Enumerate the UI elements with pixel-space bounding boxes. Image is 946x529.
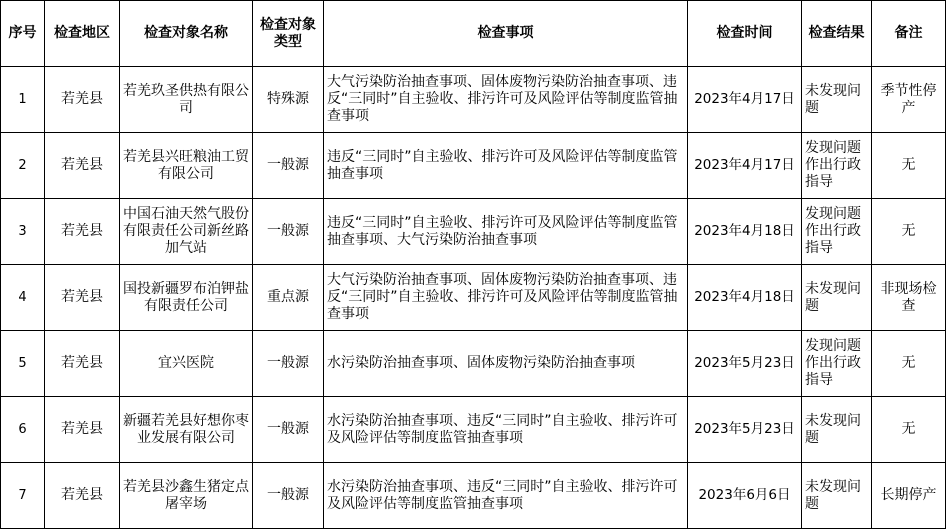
cell-items: 大气污染防治抽查事项、固体废物污染防治抽查事项、违反“三同时”自主验收、排污许可及风险评估等制度监管抽查事项 bbox=[324, 265, 688, 331]
cell-result: 未发现问题 bbox=[802, 463, 872, 529]
cell-note: 非现场检查 bbox=[872, 265, 946, 331]
header-result: 检查结果 bbox=[802, 1, 872, 67]
cell-name: 中国石油天然气股份有限责任公司新丝路加气站 bbox=[120, 199, 253, 265]
table-row bbox=[1, 331, 946, 397]
cell-area: 若羌县 bbox=[45, 397, 120, 463]
cell-name: 若羌县兴旺粮油工贸有限公司 bbox=[120, 133, 253, 199]
cell-time: 2023年4月17日 bbox=[688, 67, 802, 133]
header-area: 检查地区 bbox=[45, 1, 120, 67]
header-time: 检查时间 bbox=[688, 1, 802, 67]
cell-index: 3 bbox=[1, 199, 45, 265]
cell-area: 若羌县 bbox=[45, 199, 120, 265]
cell-time: 2023年5月23日 bbox=[688, 331, 802, 397]
table-row bbox=[1, 133, 946, 199]
cell-note: 无 bbox=[872, 199, 946, 265]
cell-index: 4 bbox=[1, 265, 45, 331]
cell-items: 违反“三同时”自主验收、排污许可及风险评估等制度监管抽查事项 bbox=[324, 133, 688, 199]
cell-time: 2023年4月18日 bbox=[688, 199, 802, 265]
table-row bbox=[1, 397, 946, 463]
cell-items: 水污染防治抽查事项、违反“三同时”自主验收、排污许可及风险评估等制度监管抽查事项 bbox=[324, 463, 688, 529]
cell-note: 季节性停产 bbox=[872, 67, 946, 133]
cell-index: 1 bbox=[1, 67, 45, 133]
cell-result: 发现问题作出行政指导 bbox=[802, 199, 872, 265]
cell-type: 一般源 bbox=[253, 397, 324, 463]
cell-result: 未发现问题 bbox=[802, 265, 872, 331]
cell-area: 若羌县 bbox=[45, 67, 120, 133]
cell-time: 2023年4月17日 bbox=[688, 133, 802, 199]
cell-note: 无 bbox=[872, 397, 946, 463]
cell-area: 若羌县 bbox=[45, 331, 120, 397]
cell-name: 若羌玖圣供热有限公司 bbox=[120, 67, 253, 133]
header-type: 检查对象类型 bbox=[253, 1, 324, 67]
table-row bbox=[1, 463, 946, 529]
cell-note: 长期停产 bbox=[872, 463, 946, 529]
cell-result: 未发现问题 bbox=[802, 397, 872, 463]
cell-type: 一般源 bbox=[253, 133, 324, 199]
cell-note: 无 bbox=[872, 331, 946, 397]
cell-note: 无 bbox=[872, 133, 946, 199]
cell-area: 若羌县 bbox=[45, 463, 120, 529]
header-items: 检查事项 bbox=[324, 1, 688, 67]
cell-index: 5 bbox=[1, 331, 45, 397]
cell-index: 6 bbox=[1, 397, 45, 463]
header-row bbox=[1, 1, 946, 67]
cell-items: 水污染防治抽查事项、违反“三同时”自主验收、排污许可及风险评估等制度监管抽查事项 bbox=[324, 397, 688, 463]
cell-result: 未发现问题 bbox=[802, 67, 872, 133]
cell-type: 一般源 bbox=[253, 331, 324, 397]
cell-result: 发现问题作出行政指导 bbox=[802, 331, 872, 397]
cell-items: 违反“三同时”自主验收、排污许可及风险评估等制度监管抽查事项、大气污染防治抽查事项 bbox=[324, 199, 688, 265]
cell-name: 新疆若羌县好想你枣业发展有限公司 bbox=[120, 397, 253, 463]
cell-type: 一般源 bbox=[253, 463, 324, 529]
table-row bbox=[1, 265, 946, 331]
cell-items: 水污染防治抽查事项、固体废物污染防治抽查事项 bbox=[324, 331, 688, 397]
cell-type: 特殊源 bbox=[253, 67, 324, 133]
cell-items: 大气污染防治抽查事项、固体废物污染防治抽查事项、违反“三同时”自主验收、排污许可及风险评估等制度监管抽查事项 bbox=[324, 67, 688, 133]
header-name: 检查对象名称 bbox=[120, 1, 253, 67]
cell-name: 国投新疆罗布泊钾盐有限责任公司 bbox=[120, 265, 253, 331]
cell-type: 一般源 bbox=[253, 199, 324, 265]
cell-time: 2023年4月18日 bbox=[688, 265, 802, 331]
cell-name: 宜兴医院 bbox=[120, 331, 253, 397]
header-note: 备注 bbox=[872, 1, 946, 67]
cell-type: 重点源 bbox=[253, 265, 324, 331]
cell-name: 若羌县沙鑫生猪定点屠宰场 bbox=[120, 463, 253, 529]
cell-time: 2023年6月6日 bbox=[688, 463, 802, 529]
table-row bbox=[1, 199, 946, 265]
cell-area: 若羌县 bbox=[45, 265, 120, 331]
cell-result: 发现问题作出行政指导 bbox=[802, 133, 872, 199]
cell-area: 若羌县 bbox=[45, 133, 120, 199]
header-index: 序号 bbox=[1, 1, 45, 67]
cell-index: 2 bbox=[1, 133, 45, 199]
cell-index: 7 bbox=[1, 463, 45, 529]
table-row bbox=[1, 67, 946, 133]
cell-time: 2023年5月23日 bbox=[688, 397, 802, 463]
